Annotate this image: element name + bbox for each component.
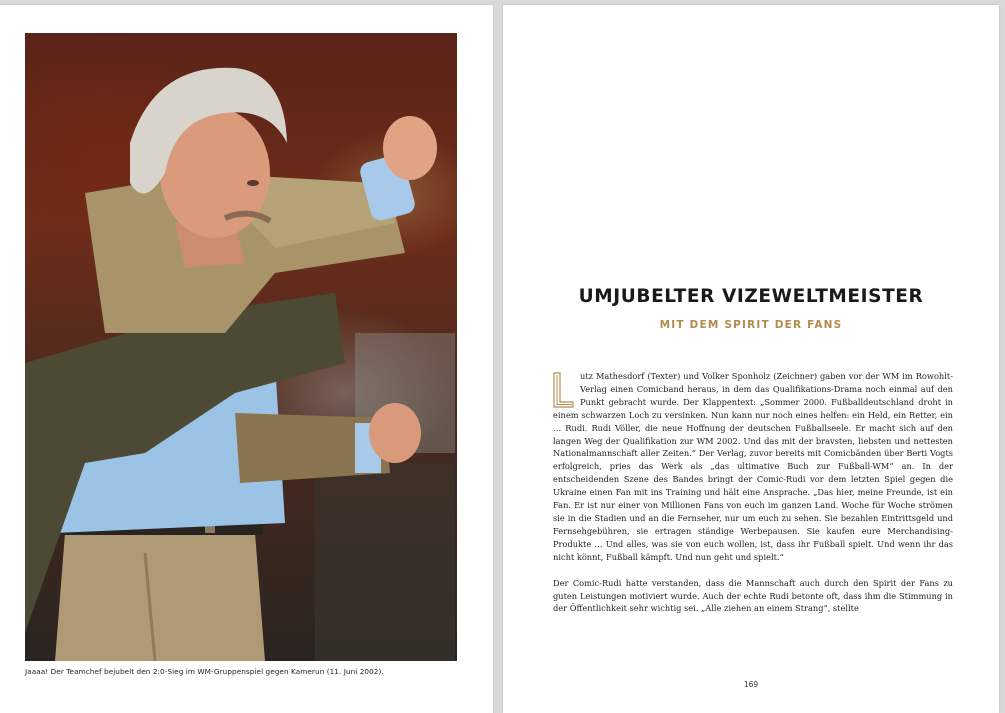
paragraph-2: Der Comic-Rudi hatte verstanden, dass die Mannschaft auch durch den Spirit der Fans zu guten Leistungen motiviert wurde. Auch der echte Rudi betonte oft, dass ihm die Stimmung in der Öffentlichkeit sehr wichtig sei. „Alle ziehen an einem Strang“, stellte [553, 577, 953, 614]
coach-cheering-illustration [25, 33, 457, 661]
dropcap-l-icon [553, 372, 574, 408]
paragraph-1-text: utz Mathesdorf (Texter) und Volker Sponholz (Zeichner) gaben vor der WM im Rowohlt-Verlag einen Comicband heraus, in dem das Qualifikations-Drama noch einmal auf den Punkt gebracht wurde. Der Klappentext: „Sommer 2000. Fußballdeutschland droht in einem schwarzen Loch zu versinken. Nun kann nur noch eines helfen: ein Held, ein Retter, ein … Rudi. Rudi Völler, die neue Hoffnung der deutschen Fußballseele. Er macht sich auf den langen Weg der Qualifikation zur WM 2002. Und das mit der bravsten, liebsten und nettesten Nationalmannschaft aller Zeiten.“ Der Verlag, zuvor bereits mit Comicbänden über Berti Vogts erfolgreich, pries das Werk als „das ultimative Buch zur Fußball-WM“ an. In der entscheidenden Szene des Bandes bringt der Comic-Rudi vor dem letzten Spiel gegen die Ukraine einen Fan mit ins Training und hält eine Ansprache. „Das hier, meine Freunde, ist ein Fan. Er ist nur einer von Millionen Fans von euch im ganzen Land. Woche für Woche strömen sie in die Stadien und an die Fernseher, nur um euch zu sehen. Sie bezahlen Eintrittsgeld und Fernsehgebühren, sie ertragen ständige Werbepausen. Sie kaufen eure Merchandising-Produkte … Und alles, was sie von euch wollen, ist, dass ihr Fußball spielt. Und wenn ihr das nicht könnt, Fußball kämpft. Und nun geht und spielt.“ [553, 371, 953, 562]
photo-caption: Jaaaa! Der Teamchef bejubelt den 2:0-Sieg im WM-Gruppenspiel gegen Kamerun (11. Juni 2002). [25, 667, 384, 676]
celebration-photo [25, 33, 457, 661]
paragraph-1 [553, 370, 953, 564]
right-page [503, 5, 999, 713]
chapter-title: UMJUBELTER VIZEWELTMEISTER [578, 286, 924, 307]
left-page [0, 5, 493, 713]
body-text [553, 370, 953, 615]
page-number: 169 [743, 680, 759, 689]
chapter-subtitle: MIT DEM SPIRIT DER FANS [659, 319, 843, 331]
dropcap-letter [553, 372, 574, 408]
